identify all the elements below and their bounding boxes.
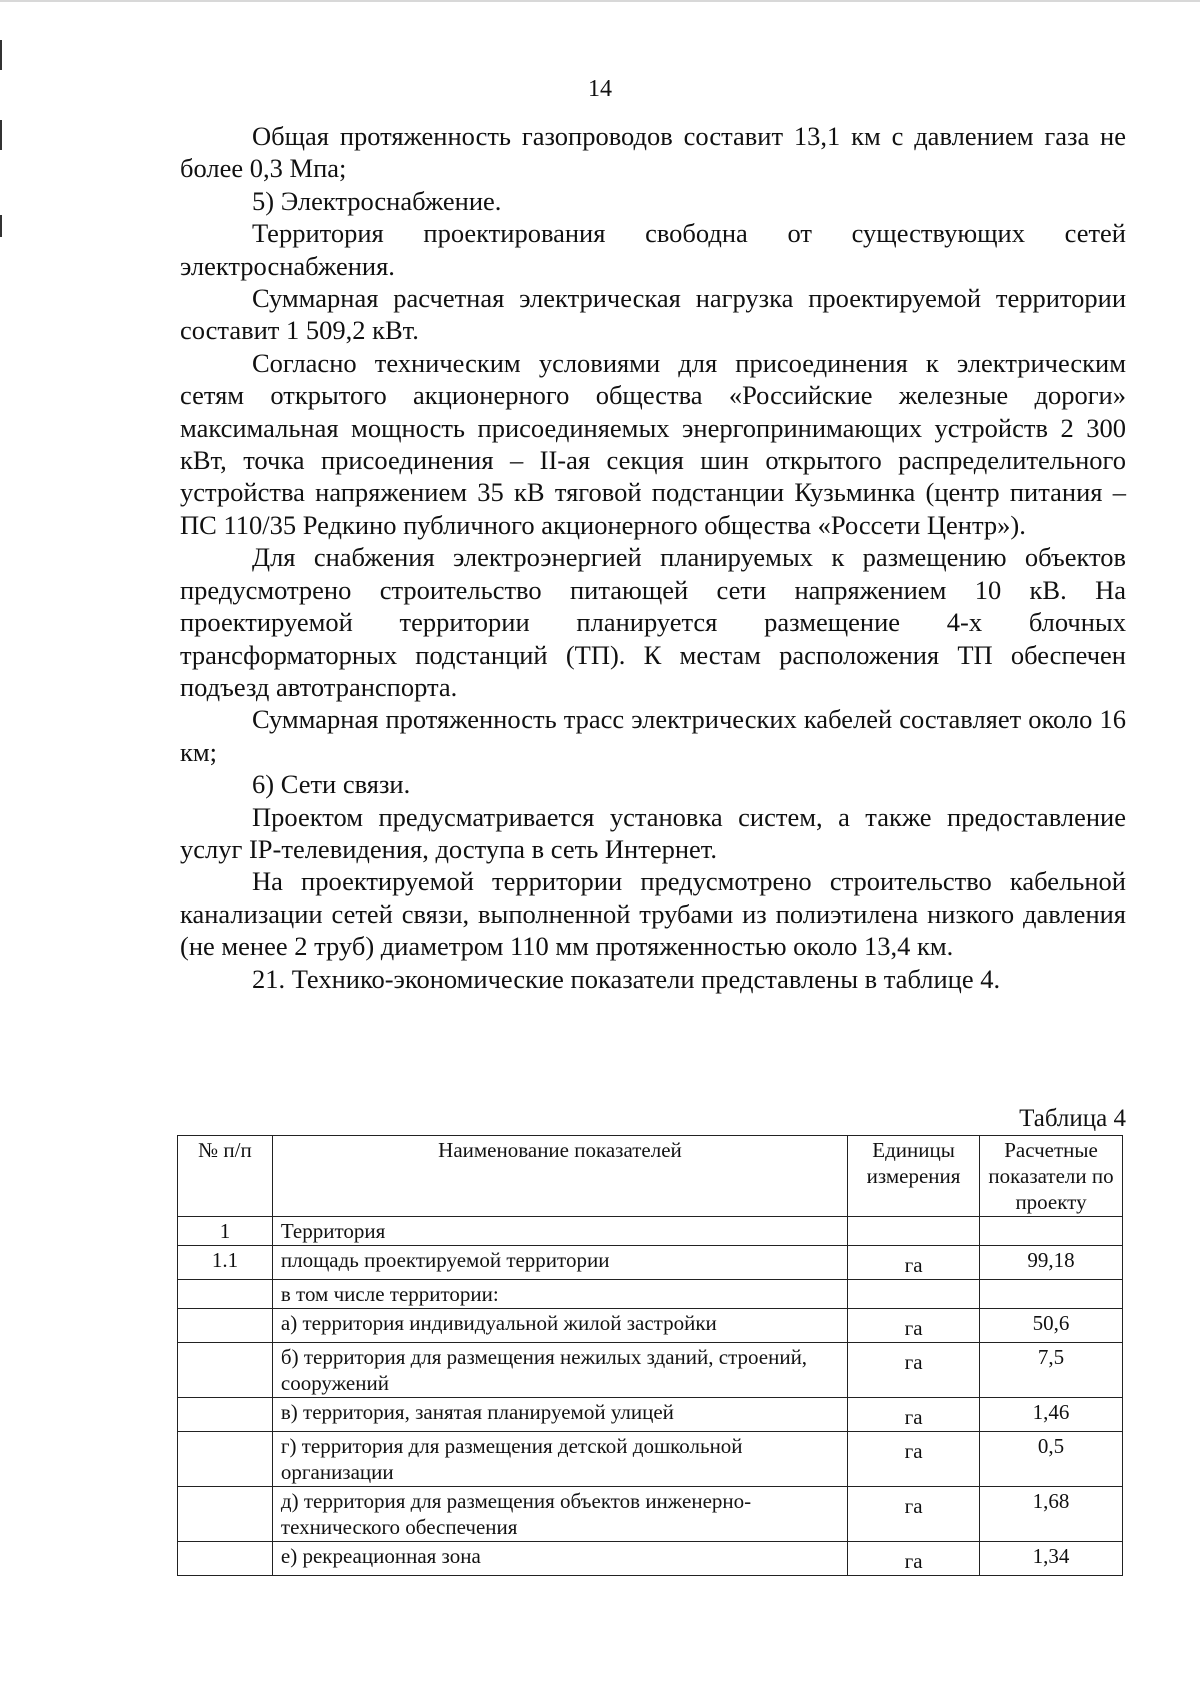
row-name: в) территория, занятая планируемой улицей: [272, 1398, 847, 1432]
table-header-row: [178, 1136, 1123, 1217]
paragraph-total-load: Суммарная расчетная электрическая нагрузка проектируемой территории составит 1 509,2 кВт.: [180, 283, 1126, 346]
table-row: [178, 1309, 1123, 1343]
row-value: [980, 1280, 1123, 1309]
row-number: [178, 1280, 273, 1309]
paragraph-cable-length: Суммарная протяженность трасс электрических кабелей составляет около 16 км;: [180, 704, 1126, 767]
table-row: [178, 1398, 1123, 1432]
row-name: б) территория для размещения нежилых зданий, строений, сооружений: [272, 1343, 847, 1398]
paragraph-territory-free: Территория проектирования свободна от существующих сетей электроснабжения.: [180, 218, 1126, 281]
paragraph-iptv: Проектом предусматривается установка систем, а также предоставление услуг IP-телевидения, доступа в сеть Интернет.: [180, 801, 1126, 864]
row-name: е) рекреационная зона: [272, 1542, 847, 1576]
row-unit: [848, 1217, 980, 1246]
row-name: д) территория для размещения объектов инженерно-технического обеспечения: [272, 1487, 847, 1542]
table-row: [178, 1280, 1123, 1309]
row-unit: [848, 1280, 980, 1309]
heading-communications: 6) Сети связи.: [252, 769, 411, 800]
row-value: 1,34: [980, 1542, 1123, 1576]
top-edge-line: [0, 0, 1200, 2]
row-value: 1,68: [980, 1487, 1123, 1542]
row-value: 7,5: [980, 1343, 1123, 1398]
paragraph-tech-conditions: Согласно техническим условиями для присоединения к электрическим сетям открытого акционерного общества «Российские железные дороги» максимальная мощность присоединяемых энергопринимающих устройств 2 300 кВт, точка присоединения – II-ая секция шин открытого распределительного устройства напряжением 35 кВ тяговой подстанции Кузьминка (центр питания – ПС 110/35 Редкино публичного акционерного общества «Россети Центр»).: [180, 347, 1126, 540]
paragraph-power-supply: Для снабжения электроэнергией планируемых к размещению объектов предусмотрено строительство питающей сети напряжением 10 кВ. На проектируемой территории планируется размещение 4-х блочных трансформаторных подстанций (ТП). К местам расположения ТП обеспечен подъезд автотранспорта.: [180, 542, 1126, 702]
table-row: [178, 1487, 1123, 1542]
left-edge-mark: [0, 40, 2, 70]
row-unit: га: [848, 1246, 980, 1280]
header-indicator-name: Наименование показателей: [272, 1136, 847, 1217]
row-number: [178, 1398, 273, 1432]
row-value: 99,18: [980, 1246, 1123, 1280]
page-number: 14: [588, 76, 612, 102]
header-number: № п/п: [178, 1136, 273, 1217]
paragraph-cable-ducts: На проектируемой территории предусмотрено строительство кабельной канализации сетей связи, выполненной трубами из полиэтилена низкого давления (не менее 2 труб) диаметром 110 мм протяженностью около 13,4 км.: [180, 866, 1126, 962]
header-project-values: Расчетные показатели по проекту: [980, 1136, 1123, 1217]
table-caption: Таблица 4: [1019, 1105, 1126, 1132]
paragraph-table-reference: 21. Технико-экономические показатели представлены в таблице 4.: [252, 963, 1001, 994]
row-number: [178, 1432, 273, 1487]
row-unit: га: [848, 1309, 980, 1343]
row-value: 50,6: [980, 1309, 1123, 1343]
paragraph-gas-length: Общая протяженность газопроводов составит 13,1 км с давлением газа не более 0,3 Мпа;: [180, 121, 1126, 184]
row-number: [178, 1309, 273, 1343]
table-row: [178, 1343, 1123, 1398]
row-number: [178, 1343, 273, 1398]
row-unit: га: [848, 1542, 980, 1576]
table-row: [178, 1432, 1123, 1487]
row-name: площадь проектируемой территории: [272, 1246, 847, 1280]
row-number: [178, 1487, 273, 1542]
row-name: г) территория для размещения детской дошкольной организации: [272, 1432, 847, 1487]
row-name: в том числе территории:: [272, 1280, 847, 1309]
row-value: 1,46: [980, 1398, 1123, 1432]
row-value: 0,5: [980, 1432, 1123, 1487]
table-row: [178, 1246, 1123, 1280]
row-name: а) территория индивидуальной жилой застройки: [272, 1309, 847, 1343]
left-edge-mark: [0, 120, 2, 150]
row-unit: га: [848, 1487, 980, 1542]
row-value: [980, 1217, 1123, 1246]
left-edge-mark: [0, 215, 2, 237]
indicators-table: [177, 1135, 1123, 1576]
row-name: Территория: [272, 1217, 847, 1246]
header-units: Единицы измерения: [848, 1136, 980, 1217]
table-row: [178, 1542, 1123, 1576]
heading-electricity: 5) Электроснабжение.: [252, 185, 502, 216]
row-unit: га: [848, 1432, 980, 1487]
row-number: [178, 1542, 273, 1576]
row-unit: га: [848, 1398, 980, 1432]
row-number: 1.1: [178, 1246, 273, 1280]
document-body: [180, 120, 1126, 995]
row-unit: га: [848, 1343, 980, 1398]
table-row: [178, 1217, 1123, 1246]
row-number: 1: [178, 1217, 273, 1246]
